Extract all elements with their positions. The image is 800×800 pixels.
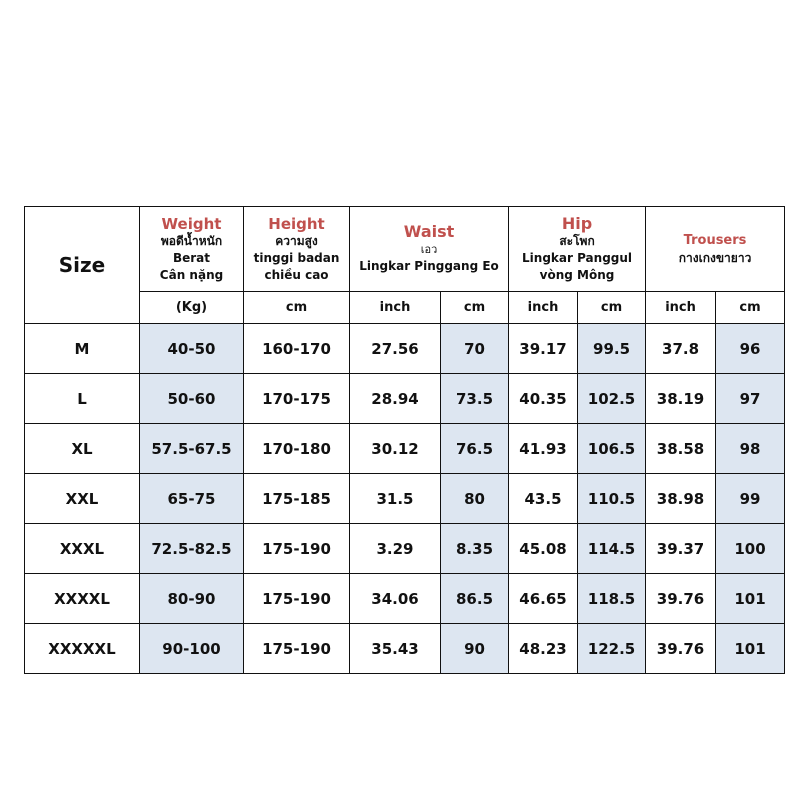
table-row bbox=[25, 474, 785, 524]
trousers-inch-cell: 38.58 bbox=[646, 424, 716, 474]
waist-cm-cell: 70 bbox=[441, 324, 509, 374]
trousers-title: Trousers bbox=[683, 232, 747, 248]
hip-cm-cell: 118.5 bbox=[578, 574, 646, 624]
waist-unit-inch: inch bbox=[350, 292, 441, 324]
hip-cm-cell: 106.5 bbox=[578, 424, 646, 474]
height-cell: 175-190 bbox=[244, 624, 350, 674]
hip-header bbox=[509, 207, 646, 292]
weight-thai: พอดีน้ำหนัก bbox=[160, 233, 223, 248]
height-title: Height bbox=[268, 214, 325, 233]
trousers-unit-cm: cm bbox=[716, 292, 785, 324]
hip-viet: vòng Mông bbox=[539, 267, 615, 282]
size-header: Size bbox=[25, 207, 140, 324]
size-cell: XXXXXL bbox=[25, 624, 140, 674]
trousers-inch-cell: 39.76 bbox=[646, 624, 716, 674]
waist-cm-cell: 73.5 bbox=[441, 374, 509, 424]
table-row bbox=[25, 374, 785, 424]
table-row bbox=[25, 424, 785, 474]
hip-inch-cell: 43.5 bbox=[509, 474, 578, 524]
table-row bbox=[25, 524, 785, 574]
waist-unit-cm: cm bbox=[441, 292, 509, 324]
size-cell: XL bbox=[25, 424, 140, 474]
height-indo: tinggi badan bbox=[253, 250, 340, 265]
hip-inch-cell: 48.23 bbox=[509, 624, 578, 674]
weight-unit: (Kg) bbox=[140, 292, 244, 324]
hip-unit-inch: inch bbox=[509, 292, 578, 324]
trousers-thai: กางเกงขายาว bbox=[678, 250, 752, 265]
size-cell: XXXL bbox=[25, 524, 140, 574]
weight-cell: 65-75 bbox=[140, 474, 244, 524]
hip-inch-cell: 45.08 bbox=[509, 524, 578, 574]
trousers-inch-cell: 37.8 bbox=[646, 324, 716, 374]
height-cell: 170-180 bbox=[244, 424, 350, 474]
waist-inch-cell: 35.43 bbox=[350, 624, 441, 674]
weight-header bbox=[140, 207, 244, 292]
hip-inch-cell: 40.35 bbox=[509, 374, 578, 424]
height-cell: 160-170 bbox=[244, 324, 350, 374]
waist-cm-cell: 90 bbox=[441, 624, 509, 674]
height-header bbox=[244, 207, 350, 292]
waist-indo: Lingkar Pinggang Eo bbox=[359, 259, 499, 273]
trousers-cm-cell: 98 bbox=[716, 424, 785, 474]
weight-cell: 40-50 bbox=[140, 324, 244, 374]
waist-title: Waist bbox=[403, 222, 455, 241]
header-row bbox=[25, 207, 785, 292]
hip-title: Hip bbox=[561, 213, 593, 233]
size-cell: M bbox=[25, 324, 140, 374]
weight-indo: Berat bbox=[172, 250, 211, 265]
trousers-inch-cell: 38.98 bbox=[646, 474, 716, 524]
hip-thai: สะโพก bbox=[559, 233, 595, 248]
hip-cm-cell: 114.5 bbox=[578, 524, 646, 574]
weight-cell: 72.5-82.5 bbox=[140, 524, 244, 574]
height-thai: ความสูง bbox=[275, 233, 318, 248]
table-row bbox=[25, 574, 785, 624]
weight-cell: 90-100 bbox=[140, 624, 244, 674]
trousers-cm-cell: 101 bbox=[716, 624, 785, 674]
hip-cm-cell: 99.5 bbox=[578, 324, 646, 374]
hip-inch-cell: 39.17 bbox=[509, 324, 578, 374]
trousers-unit-inch: inch bbox=[646, 292, 716, 324]
weight-viet: Cân nặng bbox=[159, 267, 224, 282]
trousers-inch-cell: 38.19 bbox=[646, 374, 716, 424]
size-cell: XXXXL bbox=[25, 574, 140, 624]
table-row bbox=[25, 324, 785, 374]
trousers-cm-cell: 99 bbox=[716, 474, 785, 524]
height-viet: chiều cao bbox=[264, 267, 329, 282]
weight-cell: 80-90 bbox=[140, 574, 244, 624]
trousers-cm-cell: 101 bbox=[716, 574, 785, 624]
waist-inch-cell: 31.5 bbox=[350, 474, 441, 524]
trousers-cm-cell: 97 bbox=[716, 374, 785, 424]
waist-inch-cell: 34.06 bbox=[350, 574, 441, 624]
hip-inch-cell: 46.65 bbox=[509, 574, 578, 624]
waist-inch-cell: 3.29 bbox=[350, 524, 441, 574]
waist-cm-cell: 8.35 bbox=[441, 524, 509, 574]
height-unit: cm bbox=[244, 292, 350, 324]
waist-inch-cell: 30.12 bbox=[350, 424, 441, 474]
hip-unit-cm: cm bbox=[578, 292, 646, 324]
hip-inch-cell: 41.93 bbox=[509, 424, 578, 474]
trousers-inch-cell: 39.76 bbox=[646, 574, 716, 624]
height-cell: 175-190 bbox=[244, 574, 350, 624]
hip-indo: Lingkar Panggul bbox=[522, 250, 633, 265]
size-chart-table bbox=[24, 206, 785, 674]
trousers-cm-cell: 96 bbox=[716, 324, 785, 374]
hip-cm-cell: 122.5 bbox=[578, 624, 646, 674]
waist-cm-cell: 86.5 bbox=[441, 574, 509, 624]
waist-inch-cell: 27.56 bbox=[350, 324, 441, 374]
trousers-header bbox=[646, 207, 785, 292]
hip-cm-cell: 110.5 bbox=[578, 474, 646, 524]
table-row bbox=[25, 624, 785, 674]
trousers-inch-cell: 39.37 bbox=[646, 524, 716, 574]
weight-title: Weight bbox=[161, 214, 222, 233]
waist-thai: เอว bbox=[420, 243, 438, 256]
waist-cm-cell: 76.5 bbox=[441, 424, 509, 474]
weight-cell: 57.5-67.5 bbox=[140, 424, 244, 474]
size-rows bbox=[25, 324, 785, 674]
waist-inch-cell: 28.94 bbox=[350, 374, 441, 424]
height-cell: 175-190 bbox=[244, 524, 350, 574]
height-cell: 170-175 bbox=[244, 374, 350, 424]
waist-cm-cell: 80 bbox=[441, 474, 509, 524]
height-cell: 175-185 bbox=[244, 474, 350, 524]
trousers-cm-cell: 100 bbox=[716, 524, 785, 574]
waist-header bbox=[350, 207, 509, 292]
weight-cell: 50-60 bbox=[140, 374, 244, 424]
hip-cm-cell: 102.5 bbox=[578, 374, 646, 424]
size-cell: L bbox=[25, 374, 140, 424]
size-cell: XXL bbox=[25, 474, 140, 524]
